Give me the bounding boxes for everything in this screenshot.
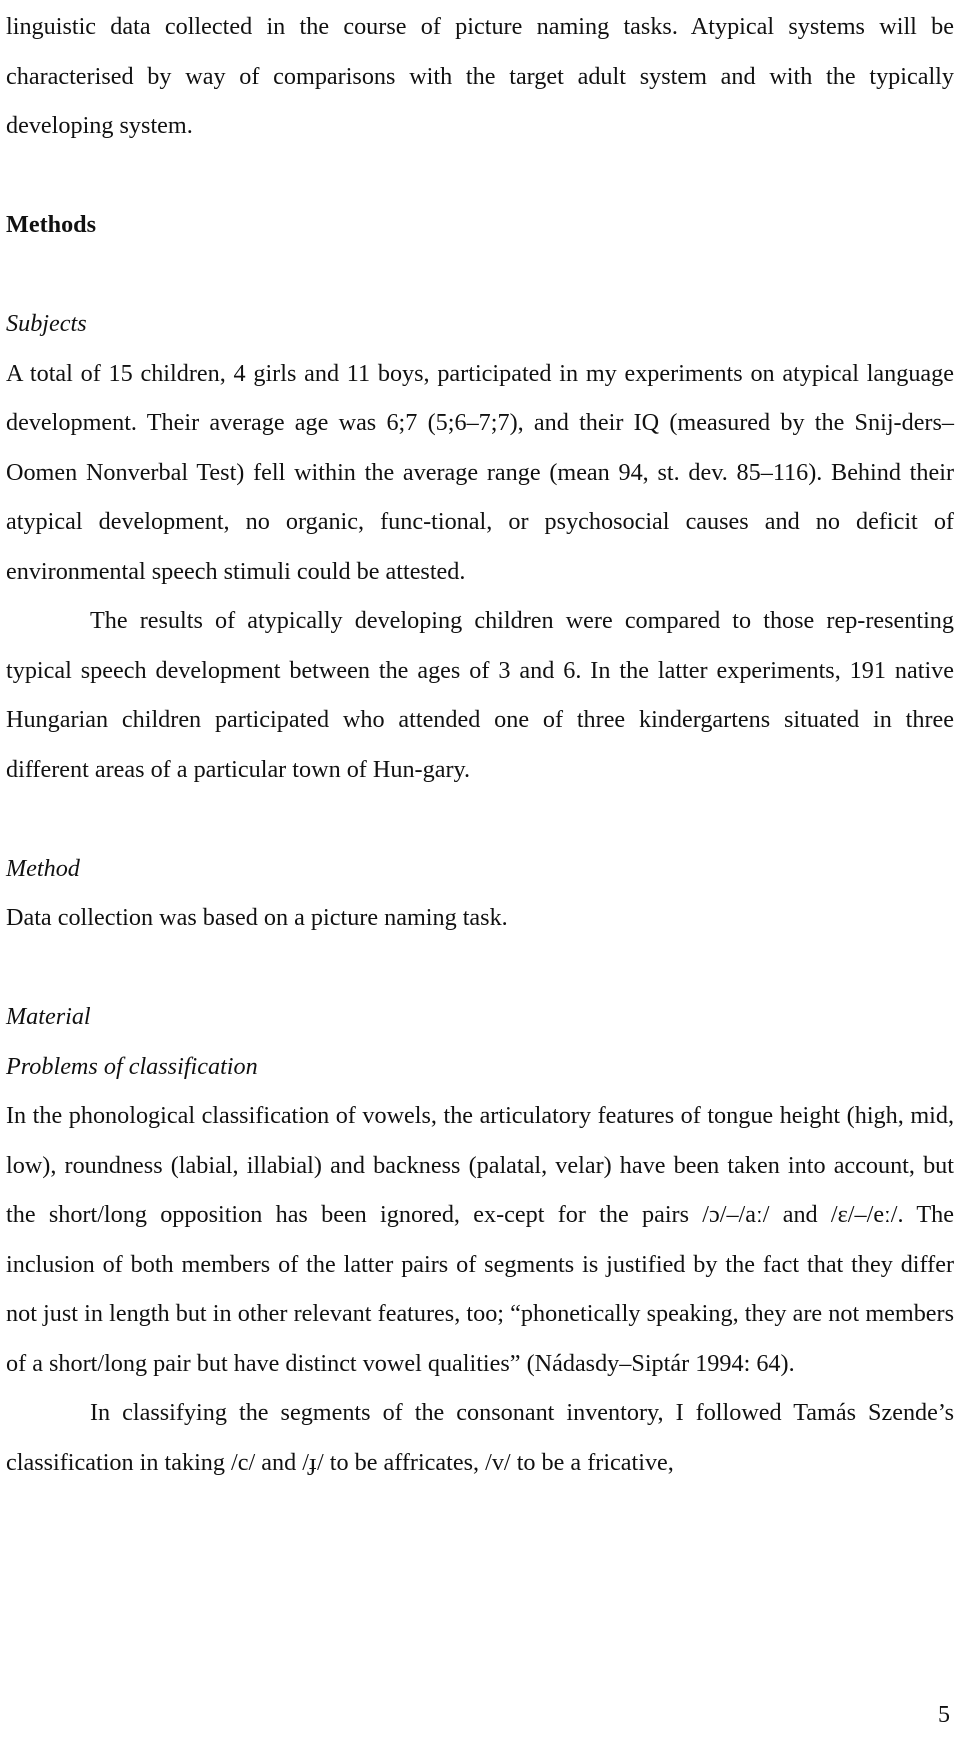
classification-paragraph-2: In classifying the segments of the consonant inventory, I followed Tamás Szende’s classification in taking /c/ and /ɟ/ to be affricates, /v/ to be a fricative, — [6, 1399, 954, 1476]
method-heading: Method — [6, 854, 80, 882]
classification-paragraph-1: In the phonological classification of vowels, the articulatory features of tongue height (high, mid, low), roundness (labial, illabial) and backness (palatal, velar) have been taken into account, but the short/long opposition has been ignored, ex-cept for the pairs /ɔ/–/aː/ and /ɛ/–/eː/. The inclusion of both members of the latter pairs of segments is justified by the fact that they differ not just in length but in other relevant features, too; “phonetically speaking, they are not members of a short/long pair but have distinct vowel qualities” (Nádasdy–Siptár 1994: 64). — [6, 1102, 954, 1377]
section-spacer — [6, 250, 954, 300]
subjects-paragraph-2: The results of atypically developing children were compared to those rep-resenting typical speech development between the ages of 3 and 6. In the latter experiments, 191 native Hungarian children participated who attended one of three kindergartens situated in three different areas of a particular town of Hun-gary. — [6, 607, 954, 783]
page-body — [6, 2, 954, 1487]
page-number: 5 — [938, 1702, 950, 1728]
section-spacer — [6, 151, 954, 201]
subjects-paragraph-1: A total of 15 children, 4 girls and 11 boys, participated in my experiments on atypical language development. Their average age was 6;7 (5;6–7;7), and their IQ (measured by the Snij-ders–Oomen Nonverbal Test) fell within the average range (mean 94, st. dev. 85–116). Behind their atypical development, no organic, func-tional, or psychosocial causes and no deficit of environmental speech stimuli could be attested. — [6, 359, 954, 585]
problems-of-classification-heading: Problems of classification — [6, 1052, 258, 1080]
section-spacer — [6, 794, 954, 844]
intro-paragraph: linguistic data collected in the course of picture naming tasks. Atypical systems will be characterised by way of comparisons with the target adult system and with the typically developing system. — [6, 13, 954, 139]
material-heading: Material — [6, 1003, 91, 1030]
method-paragraph: Data collection was based on a picture naming task. — [6, 904, 508, 931]
subjects-heading: Subjects — [6, 310, 87, 337]
methods-heading: Methods — [6, 211, 97, 238]
section-spacer — [6, 943, 954, 993]
